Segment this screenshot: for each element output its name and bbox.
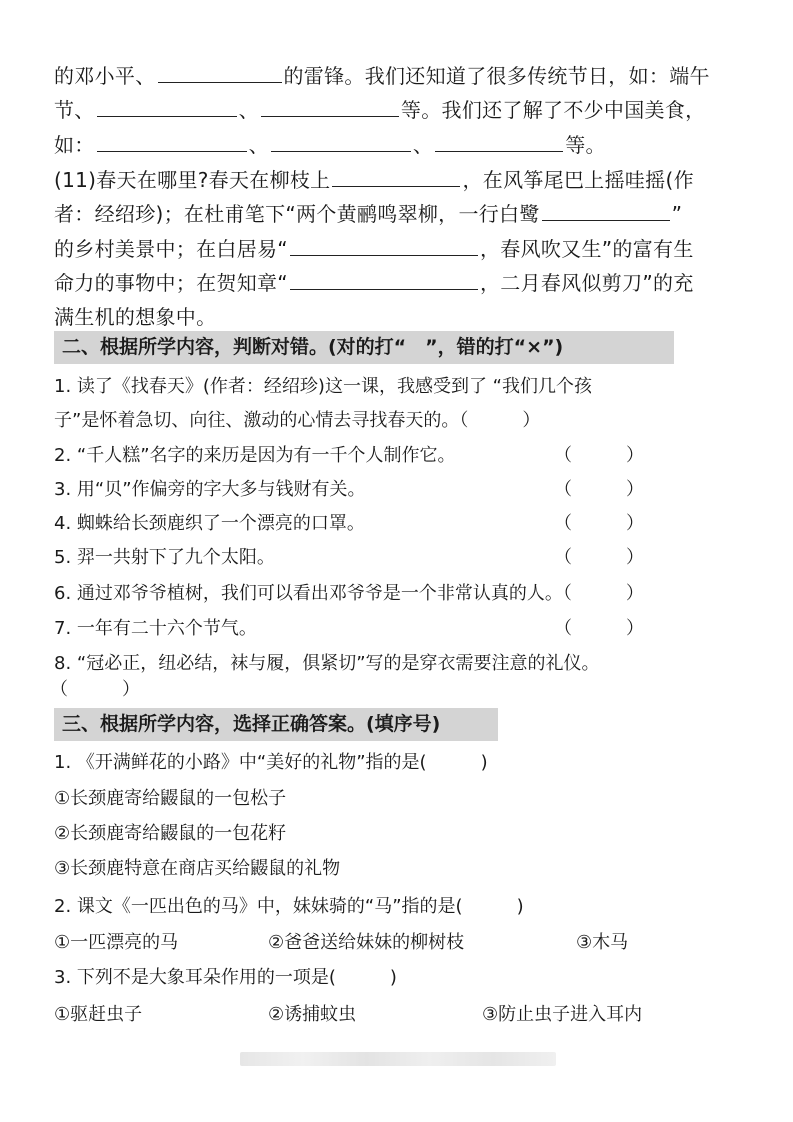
text: 节、 [54,98,95,122]
text: 5. 羿一共射下了九个太阳。 [54,547,275,568]
text: 3. 用“贝”作偏旁的字大多与钱财有关。 [54,479,366,500]
fill-line-3 [54,131,753,159]
text: 、 [238,98,259,122]
choice-q1-option-2: ②长颈鹿寄给鼹鼠的一包花籽 [54,823,287,844]
answer-paren[interactable]: （ ） [554,618,644,639]
fill-line-6 [54,235,753,263]
answer-blank[interactable] [290,271,478,290]
text: 4. 蜘蛛给长颈鹿织了一个漂亮的口罩。 [54,513,365,534]
answer-paren[interactable]: （ ） [554,445,644,466]
choice-q3: 3. 下列不是大象耳朵作用的一项是( ) [54,967,397,988]
judge-item-5 [54,544,753,572]
text: 者：经绍珍)；在杜甫笔下“两个黄鹂鸣翠柳，一行白鹭 [54,202,540,226]
answer-blank[interactable] [290,237,478,256]
answer-paren[interactable]: （ ） [554,479,644,500]
text: 7. 一年有二十六个节气。 [54,618,257,639]
choice-q1: 1. 《开满鲜花的小路》中“美好的礼物”指的是( ) [54,752,488,773]
section-heading-choice: 三、根据所学内容，选择正确答案。(填序号) [54,708,498,741]
judge-item-6[interactable]: 6. 通过邓爷爷植树，我们可以看出邓爷爷是一个非常认真的人。（ ） [54,583,644,604]
answer-blank[interactable] [332,168,460,187]
section-heading-judge: 二、根据所学内容，判断对错。(对的打“ ”，错的打“×”) [54,331,674,364]
text: ，在风筝尾巴上摇哇摇(作 [462,168,694,192]
text: 、 [248,133,269,157]
judge-item-4 [54,510,753,538]
judge-item-7 [54,615,753,643]
text: 的邓小平、 [54,64,156,88]
answer-paren[interactable]: （ ） [554,513,644,534]
choice-q3-option-3: ③防止虫子进入耳内 [482,1004,643,1025]
answer-blank[interactable] [97,98,237,117]
judge-item-2 [54,442,753,470]
text: 等。 [565,133,606,157]
fill-line-7 [54,269,753,297]
judge-item-3 [54,476,753,504]
choice-q1-option-1: ①长颈鹿寄给鼹鼠的一包松子 [54,788,287,809]
choice-q3-option-2: ②诱捕蚊虫 [268,1004,357,1025]
text: 的雷锋。我们还知道了很多传统节日，如：端午 [283,64,710,88]
answer-blank[interactable] [271,133,411,152]
text: ，二月春风似剪刀”的充 [479,271,694,295]
text: 2. “千人糕”名字的来历是因为有一千个人制作它。 [54,445,456,466]
text: 命力的事物中；在贺知章“ [54,271,288,295]
choice-q2-option-1: ①一匹漂亮的马 [54,932,179,953]
text: ” [671,202,683,226]
fill-line-4 [54,166,753,194]
fill-line-1 [54,62,753,90]
judge-item-8-line-2[interactable]: （ ） [50,679,140,700]
fill-line-2 [54,96,753,124]
judge-item-1-line-1: 1. 读了《找春天》(作者：经绍珍)这一课，我感受到了 “我们几个孩 [54,376,592,397]
judge-item-1-line-2[interactable]: 子”是怀着急切、向往、激动的心情去寻找春天的。（ ） [54,410,541,431]
choice-q2: 2. 课文《一匹出色的马》中，妹妹骑的“马”指的是( ) [54,896,524,917]
text: 满生机的想象中。 [54,305,217,329]
answer-blank[interactable] [261,98,399,117]
blurred-footer-watermark [240,1052,556,1066]
choice-q3-option-1: ①驱赶虫子 [54,1004,143,1025]
text: 如： [54,133,95,157]
text: ，春风吹又生”的富有生 [479,237,694,261]
fill-line-5 [54,200,753,228]
text: 、 [412,133,434,157]
answer-blank[interactable] [542,202,670,221]
choice-q2-option-2: ②爸爸送给妹妹的柳树枝 [268,932,465,953]
choice-q2-option-3: ③木马 [576,932,629,953]
answer-blank[interactable] [158,64,282,83]
choice-q1-option-3: ③长颈鹿特意在商店买给鼹鼠的礼物 [54,858,341,879]
answer-blank[interactable] [435,133,563,152]
text: 等。我们还了解了不少中国美食， [400,98,706,122]
text: (11)春天在哪里?春天在柳枝上 [54,168,331,192]
answer-blank[interactable] [97,133,247,152]
judge-item-8-line-1: 8. “冠必正，纽必结，袜与履，俱紧切”写的是穿衣需要注意的礼仪。 [54,653,600,674]
answer-paren[interactable]: （ ） [554,547,644,568]
fill-line-8 [54,303,753,331]
text: 的乡村美景中；在白居易“ [54,237,288,261]
